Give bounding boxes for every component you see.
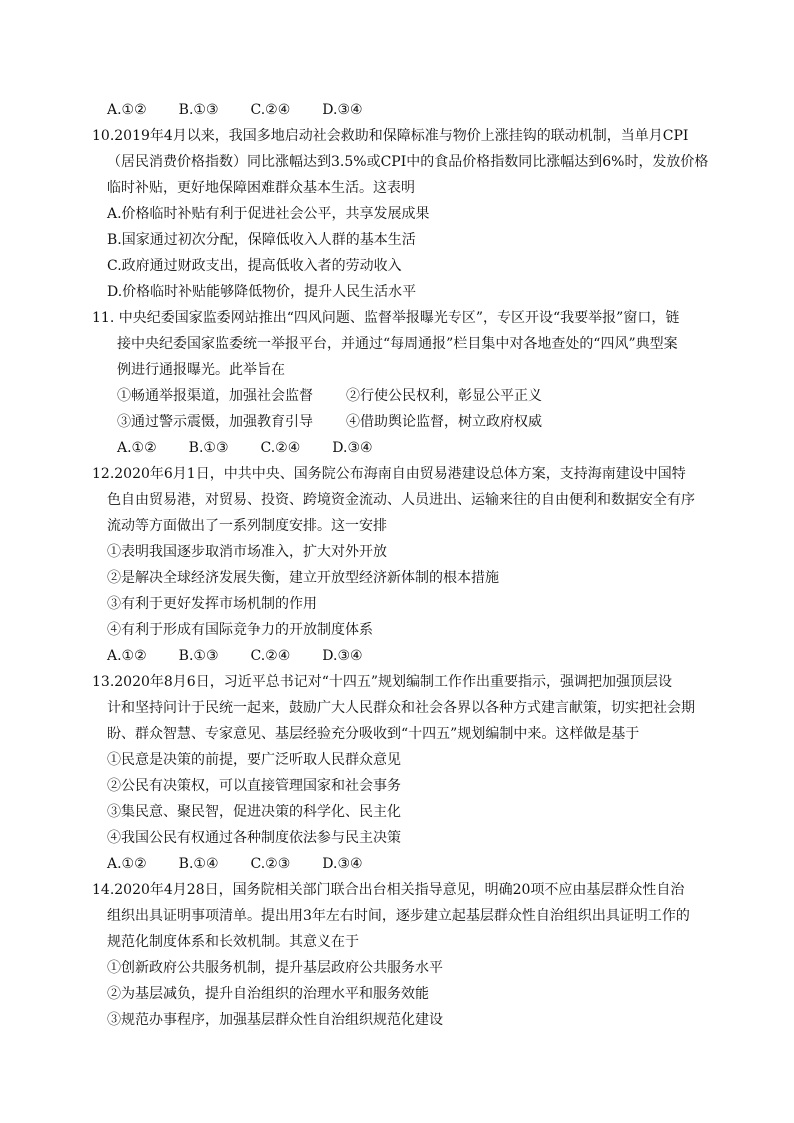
option-d: D.③④: [322, 856, 363, 872]
q13-stem-line-3: 盼、群众智慧、专家意见、基层经验充分吸收到“十四五”规划编制中来。这样做是基于: [107, 726, 640, 742]
option-d: D.③④: [322, 102, 363, 118]
option-d: D.③④: [322, 648, 363, 664]
q10-stem-line-2: （居民消费价格指数）同比涨幅达到3.5%或CPI中的食品价格指数同比涨幅达到6%时，发放价格: [107, 154, 709, 170]
q13-item-1: ①民意是决策的前提，要广泛听取人民群众意见: [107, 752, 401, 768]
q12-stem-line-1: 12.2020年6月1日，中共中央、国务院公布海南自由贸易港建设总体方案，支持海南建设中国特: [92, 466, 686, 482]
q11-stem-line-3: 例进行通报曝光。此举旨在: [117, 362, 285, 378]
q11-item-4: ④借助舆论监督，树立政府权威: [346, 414, 542, 430]
q11-stem-line-2: 接中央纪委国家监委统一举报平台，并通过“每周通报”栏目集中对各地查处的“四风”典型案: [117, 336, 678, 352]
option-d: D.③④: [332, 440, 373, 456]
q9-options: [107, 101, 395, 119]
q12-stem-line-2: 色自由贸易港，对贸易、投资、跨境资金流动、人员进出、运输来往的自由便利和数据安全有序: [107, 492, 695, 508]
q12-item-4: ④有利于形成有国际竞争力的开放制度体系: [107, 622, 373, 638]
option-b: B.①③: [178, 648, 219, 664]
q14-stem-line-3: 规范化制度体系和长效机制。其意义在于: [107, 934, 359, 950]
option-c: C.②④: [260, 440, 301, 456]
q10-choice-b: B.国家通过初次分配，保障低收入人群的基本生活: [107, 232, 416, 248]
q11-item-1: ①畅通举报渠道，加强社会监督: [117, 388, 313, 404]
q10-choice-d: D.价格临时补贴能够降低物价，提升人民生活水平: [107, 284, 417, 300]
q14-stem-line-2: 组织出具证明事项清单。提出用3年左右时间，逐步建立起基层群众性自治组织出具证明工作的: [107, 908, 690, 924]
option-c: C.②④: [250, 102, 291, 118]
q12-item-1: ①表明我国逐步取消市场准入，扩大对外开放: [107, 544, 387, 560]
q14-item-3: ③规范办事程序，加强基层群众性自治组织规范化建设: [107, 1012, 443, 1028]
q12-stem-line-3: 流动等方面做出了一系列制度安排。这一安排: [107, 518, 387, 534]
q12-item-3: ③有利于更好发挥市场机制的作用: [107, 596, 317, 612]
q10-choice-c: C.政府通过财政支出，提高低收入者的劳动收入: [107, 258, 402, 274]
q10-stem-line-3: 临时补贴，更好地保障困难群众基本生活。这表明: [107, 180, 415, 196]
option-a: A.①②: [107, 102, 147, 118]
q10-stem-line-1: 10.2019年4月以来，我国多地启动社会救助和保障标准与物价上涨挂钩的联动机制，当单月CPI: [92, 128, 689, 144]
option-b: B.①③: [178, 102, 219, 118]
q11-item-3: ③通过警示震慑，加强教育引导: [117, 414, 313, 430]
q12-options: [107, 647, 395, 665]
q11-options: [117, 439, 405, 457]
q14-stem-line-1: 14.2020年4月28日，国务院相关部门联合出台相关指导意见，明确20项不应由基层群众性自治: [92, 882, 685, 898]
q12-item-2: ②是解决全球经济发展失衡，建立开放型经济新体制的根本措施: [107, 570, 499, 586]
q13-stem-line-2: 计和坚持问计于民统一起来，鼓励广大人民群众和社会各界以各种方式建言献策，切实把社会期: [107, 700, 695, 716]
q13-item-3: ③集民意、聚民智，促进决策的科学化、民主化: [107, 804, 401, 820]
q14-item-1: ①创新政府公共服务机制，提升基层政府公共服务水平: [107, 960, 443, 976]
q13-item-4: ④我国公民有权通过各种制度依法参与民主决策: [107, 830, 401, 846]
option-a: A.①②: [117, 440, 157, 456]
option-a: A.①②: [107, 648, 147, 664]
q13-options: [107, 855, 395, 873]
option-b: B.①④: [178, 856, 219, 872]
q13-item-2: ②公民有决策权，可以直接管理国家和社会事务: [107, 778, 401, 794]
option-c: C.②④: [250, 648, 291, 664]
q10-choice-a: A.价格临时补贴有利于促进社会公平，共享发展成果: [107, 206, 430, 222]
q13-stem-line-1: 13.2020年8月6日，习近平总书记对“十四五”规划编制工作作出重要指示，强调把加强顶层设: [92, 674, 673, 690]
q11-stem-line-1: 11. 中央纪委国家监委网站推出“四风问题、监督举报曝光专区”，专区开设“我要举报”窗口，链: [92, 310, 680, 326]
option-c: C.②③: [250, 856, 291, 872]
option-a: A.①②: [107, 856, 147, 872]
q11-item-2: ②行使公民权利，彰显公平正义: [346, 388, 542, 404]
option-b: B.①③: [188, 440, 229, 456]
q14-item-2: ②为基层减负，提升自治组织的治理水平和服务效能: [107, 986, 429, 1002]
